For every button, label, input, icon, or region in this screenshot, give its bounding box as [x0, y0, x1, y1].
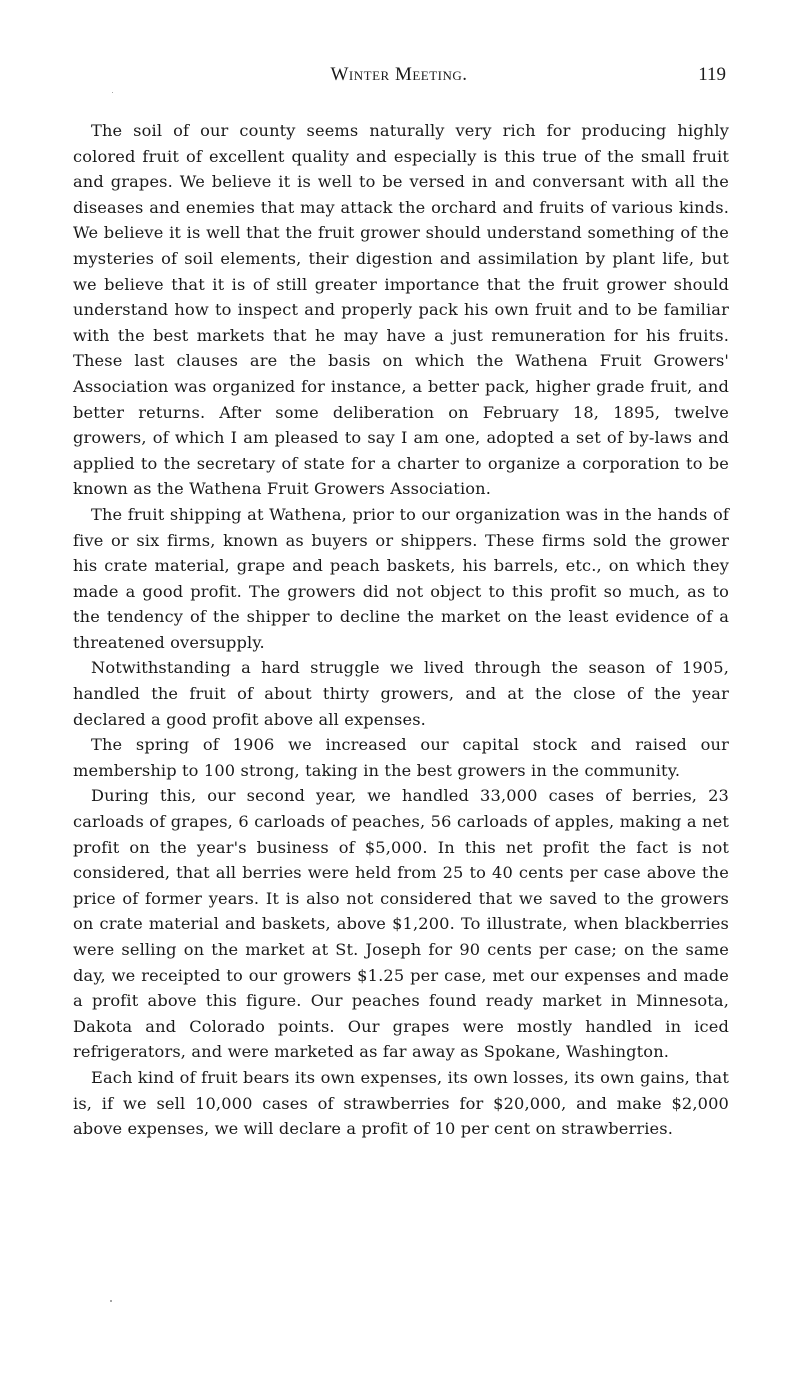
- print-speck: [112, 92, 113, 93]
- paragraph: The soil of our county seems naturally very rich for producing highly colored fruit of excellent quality and especially is this true of the small fruit and grapes. We believe it is well to be versed in and conversant with all the diseases and enemies that may attack the orchard and fruits of various kinds. We believe it is well that the fruit grower should understand something of the mysteries of soil elements, their digestion and assimilation by plant life, but we believe that it is of still greater importance that the fruit grower should understand how to inspect and properly pack his own fruit and to be familiar with the best markets that he may have a just remuneration for his fruits. These last clauses are the basis on which the Wathena Fruit Growers' Association was organized for instance, a better pack, higher grade fruit, and better returns. After some deliberation on February 18, 1895, twelve growers, of which I am pleased to say I am one, adopted a set of by-laws and applied to the secretary of state for a charter to organize a corporation to be known as the Wathena Fruit Growers Association.: [73, 121, 729, 499]
- running-title: Winter Meeting.: [330, 64, 468, 85]
- paragraph: During this, our second year, we handled 33,000 cases of berries, 23 carloads of grapes, 6 carloads of peaches, 56 carloads of apples, making a net profit on the year's business of $5,000. In this net profit the fact is not considered, that all berries were held from 25 to 40 cents per case above the price of former years. It is also not considered that we saved to the growers on crate material and baskets, above $1,200. To illustrate, when blackberries were selling on the market at St. Joseph for 90 cents per case; on the same day, we receipted to our growers $1.25 per case, met our expenses and made a profit above this figure. Our peaches found ready market in Minnesota, Dakota and Colorado points. Our grapes were mostly handled in iced refrigerators, and were marketed as far away as Spokane, Washington.: [73, 786, 729, 1062]
- page-number: 119: [698, 64, 726, 85]
- running-head: [72, 64, 726, 90]
- paragraph: Notwithstanding a hard struggle we lived through the season of 1905, handled the fruit of about thirty growers, and at the close of the year declared a good profit above all expenses.: [73, 658, 729, 729]
- print-speck: [110, 1300, 112, 1302]
- paragraph: The spring of 1906 we increased our capital stock and raised our membership to 100 strong, taking in the best growers in the community.: [73, 735, 729, 780]
- body-text: [73, 118, 729, 1142]
- paragraph: Each kind of fruit bears its own expenses, its own losses, its own gains, that is, if we sell 10,000 cases of strawberries for $20,000, and make $2,000 above expenses, we will declare a profit of 10 per cent on strawberries.: [73, 1067, 729, 1139]
- paragraph: The fruit shipping at Wathena, prior to our organization was in the hands of five or six firms, known as buyers or shippers. These firms sold the grower his crate material, grape and peach baskets, his barrels, etc., on which they made a good profit. The growers did not object to this profit so much, as to the tendency of the shipper to decline the market on the least evidence of a threatened oversupply.: [73, 504, 729, 652]
